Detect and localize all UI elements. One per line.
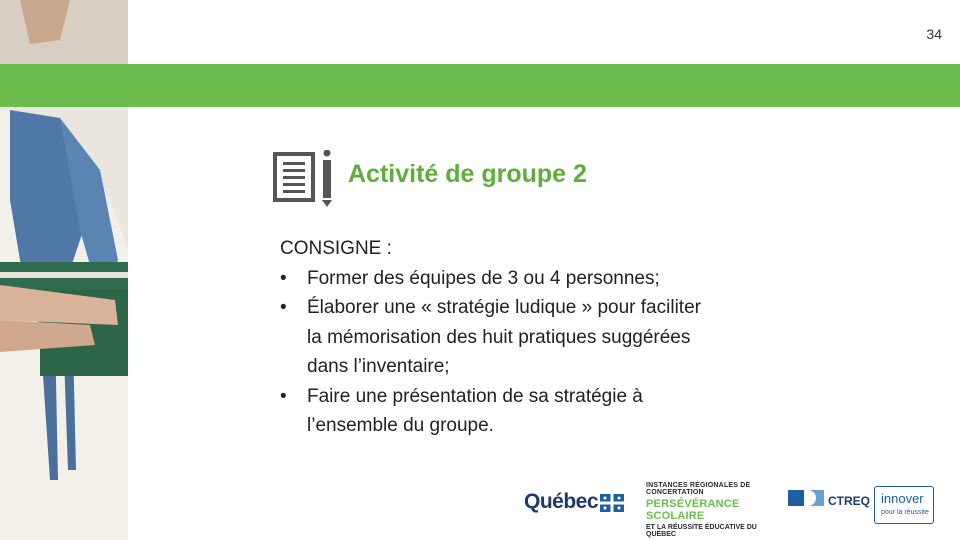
header-band — [0, 64, 960, 107]
innover-logo-subtitle: pour la réussite — [881, 509, 929, 516]
irc-logo — [646, 482, 768, 538]
list-item-text: Former des équipes de 3 ou 4 personnes; — [307, 267, 660, 289]
irc-line-1: INSTANCES RÉGIONALES DE CONCERTATION — [646, 482, 751, 496]
list-item — [280, 382, 800, 412]
list-item — [280, 293, 800, 323]
instructions — [280, 234, 800, 441]
fleurdelise-flag-icon — [600, 494, 624, 512]
irc-line-3: ET LA RÉUSSITE ÉDUCATIVE DU QUÉBEC — [646, 524, 757, 538]
list-item — [280, 264, 800, 294]
ctreq-logo-mark — [788, 488, 828, 510]
slide-title: Activité de groupe 2 — [348, 160, 587, 188]
bullet: • — [280, 297, 287, 318]
list-item-continuation: dans l’inventaire; — [307, 356, 450, 377]
quebec-logo: Québec — [524, 490, 599, 513]
list-item-continuation: l’ensemble du groupe. — [307, 415, 494, 436]
ctreq-logo-text: CTREQ — [828, 494, 870, 508]
consigne-label: CONSIGNE : — [280, 238, 392, 259]
list-item-text: Élaborer une « stratégie ludique » pour faciliter — [307, 297, 701, 318]
list-item-text: Faire une présentation de sa stratégie à — [307, 385, 643, 407]
irc-line-2: PERSÉVÉRANCE SCOLAIRE — [646, 498, 740, 522]
page-number: 34 — [926, 26, 942, 42]
innover-logo-title: innover — [881, 491, 924, 506]
list-item-continuation: la mémorisation des huit pratiques suggérées — [307, 326, 691, 348]
document-info-icon — [272, 150, 334, 208]
innover-logo — [874, 486, 934, 524]
bullet: • — [280, 267, 287, 289]
bullet: • — [280, 385, 287, 407]
